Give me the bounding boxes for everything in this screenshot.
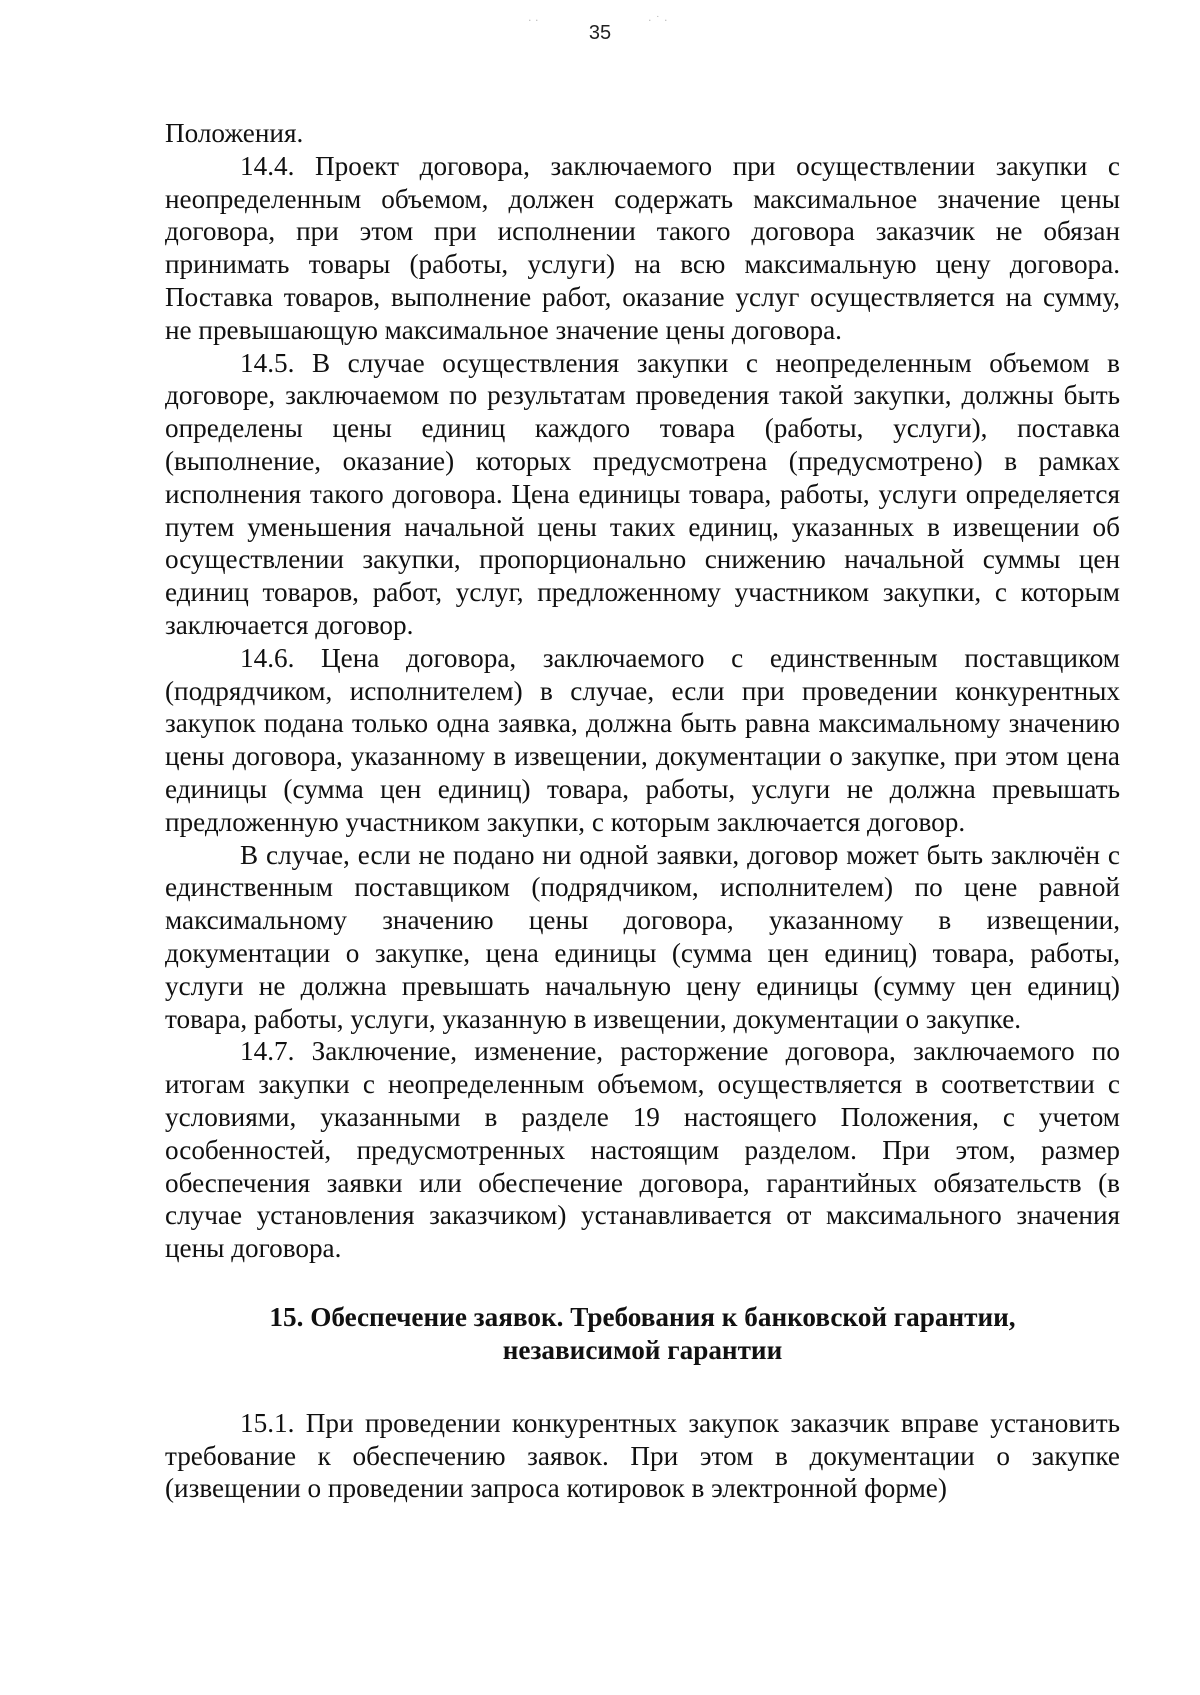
section-heading-line-2: независимой гарантии <box>502 1334 783 1365</box>
document-body <box>165 117 1120 1505</box>
scan-noise: · ˙ · <box>648 14 668 27</box>
paragraph-15-1: 15.1. При проведении конкурентных закупок заказчик вправе установить требование к обеспечению заявок. При этом в документации о закупке (извещении о проведении запроса котировок в электронной форме) <box>165 1407 1120 1504</box>
paragraph-14-6: 14.6. Цена договора, заключаемого с единственным поставщиком (подрядчиком, исполнителем) в случае, если при проведении конкурентных закупок подана только одна заявка, должна быть равна максимальному значению цены договора, указанному в извещении, документации о закупке, при этом цена единицы (сумма цен единиц) товара, работы, услуги не должна превышать предложенную участником закупки, с которым заключается договор. <box>165 642 1120 837</box>
paragraph-intro: Положения. <box>165 118 304 148</box>
paragraph-14-6-continued: В случае, если не подано ни одной заявки, договор может быть заключён с единственным поставщиком (подрядчиком, исполнителем) по цене равной максимальному значению цены договора, указанному в извещении, документации о закупке, цена единицы (сумма цен единиц) товара, работы, услуги не должна превышать начальную цену единицы (сумму цен единиц) товара, работы, услуги, указанную в извещении, документации о закупке. <box>165 839 1120 1034</box>
paragraph-14-4: 14.4. Проект договора, заключаемого при осуществлении закупки с неопределенным объемом, должен содержать максимальное значение цены договора, при этом при исполнении такого договора заказчик не обязан принимать товары (работы, услуги) на всю максимальную цену договора. Поставка товаров, выполнение работ, оказание услуг осуществляется на сумму, не превышающую максимальное значение цены договора. <box>165 150 1120 345</box>
section-heading-line-1: 15. Обеспечение заявок. Требования к банковской гарантии, <box>269 1301 1016 1332</box>
page-number: 35 <box>588 22 612 44</box>
section-15-heading <box>165 1301 1120 1367</box>
paragraph-14-5: 14.5. В случае осуществления закупки с неопределенным объемом в договоре, заключаемом по результатам проведения такой закупки, должны быть определены цены единиц каждого товара (работы, услуги), поставка (выполнение, оказание) которых предусмотрена (предусмотрено) в рамках исполнения такого договора. Цена единицы товара, работы, услуги определяется путем уменьшения начальной цены таких единиц, указанных в извещении об осуществлении закупки, пропорционально снижению начальной суммы цен единиц товаров, работ, услуг, предложенному участником закупки, с которым заключается договор. <box>165 347 1120 640</box>
paragraph-14-7: 14.7. Заключение, изменение, расторжение договора, заключаемого по итогам закупки с неопределенным объемом, осуществляется в соответствии с условиями, указанными в разделе 19 настоящего Положения, с учетом особенностей, предусмотренных настоящим разделом. При этом, размер обеспечения заявки или обеспечение договора, гарантийных обязательств (в случае установления заказчиком) устанавливается от максимального значения цены договора. <box>165 1036 1120 1264</box>
scan-noise: · · <box>528 14 539 27</box>
